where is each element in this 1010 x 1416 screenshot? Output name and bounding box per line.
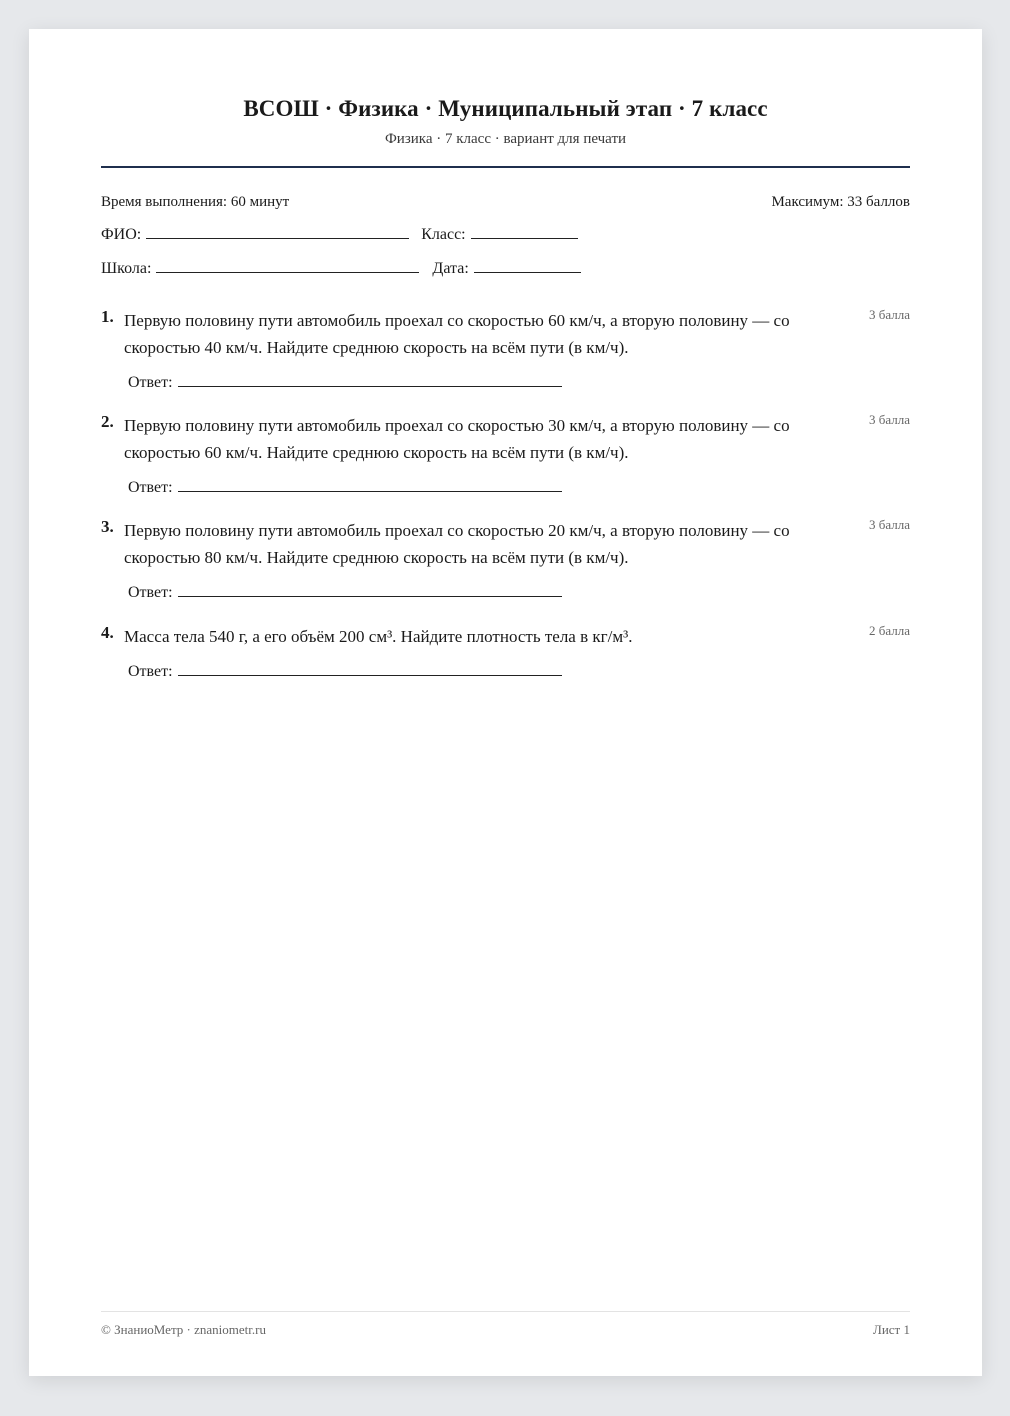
page-subtitle: Физика · 7 класс · вариант для печати: [384, 131, 627, 147]
date-field-label: Дата:: [432, 260, 469, 277]
question-points: 3 балла: [869, 412, 910, 427]
question-text: Масса тела 540 г, а его объём 200 см³. Найдите плотность тела в кг/м³.: [124, 627, 633, 646]
name-field-label: ФИО:: [101, 226, 142, 243]
question-points: 3 балла: [869, 307, 910, 322]
question-4: [101, 623, 910, 683]
question-number: 1.: [101, 307, 114, 326]
page-title: ВСОШ · Физика · Муниципальный этап · 7 класс: [243, 96, 768, 121]
answer-line[interactable]: [178, 372, 562, 387]
question-number: 4.: [101, 623, 114, 642]
answer-line[interactable]: [178, 582, 562, 597]
class-field-line[interactable]: [471, 224, 578, 239]
question-points: 2 балла: [869, 623, 910, 638]
question-1: [101, 307, 910, 397]
time-limit: Время выполнения: 60 минут: [101, 194, 290, 210]
answer-label: Ответ:: [128, 584, 173, 601]
answer-row: [128, 661, 562, 681]
school-field-line[interactable]: [156, 258, 419, 273]
school-date-row: [101, 258, 581, 278]
answer-line[interactable]: [178, 661, 562, 676]
question-3: [101, 517, 910, 607]
footer-divider: [101, 1311, 910, 1312]
school-field-label: Школа:: [101, 260, 152, 277]
question-2: [101, 412, 910, 502]
answer-label: Ответ:: [128, 374, 173, 391]
question-text: Первую половину пути автомобиль проехал со скоростью 60 км/ч, а вторую половину — со скоростью 40 км/ч. Найдите среднюю скорость на всём пути (в км/ч).: [124, 311, 790, 357]
answer-label: Ответ:: [128, 479, 173, 496]
footer-copyright: © ЗнаниоМетр · znaniometr.ru: [101, 1322, 266, 1337]
question-number: 2.: [101, 412, 114, 431]
question-text: Первую половину пути автомобиль проехал со скоростью 20 км/ч, а вторую половину — со скоростью 80 км/ч. Найдите среднюю скорость на всём пути (в км/ч).: [124, 521, 790, 567]
answer-label: Ответ:: [128, 663, 173, 680]
name-field-line[interactable]: [146, 224, 409, 239]
max-score: Максимум: 33 баллов: [771, 194, 910, 210]
worksheet-page: [29, 29, 982, 1376]
answer-row: [128, 477, 562, 497]
question-points: 3 балла: [869, 517, 910, 532]
answer-row: [128, 582, 562, 602]
answer-row: [128, 372, 562, 392]
answer-line[interactable]: [178, 477, 562, 492]
question-number: 3.: [101, 517, 114, 536]
footer-page-number: Лист 1: [873, 1322, 910, 1337]
question-text: Первую половину пути автомобиль проехал со скоростью 30 км/ч, а вторую половину — со скоростью 60 км/ч. Найдите среднюю скорость на всём пути (в км/ч).: [124, 416, 790, 462]
title-divider: [101, 166, 910, 168]
class-field-label: Класс:: [421, 226, 466, 243]
date-field-line[interactable]: [474, 258, 581, 273]
name-class-row: [101, 224, 578, 244]
